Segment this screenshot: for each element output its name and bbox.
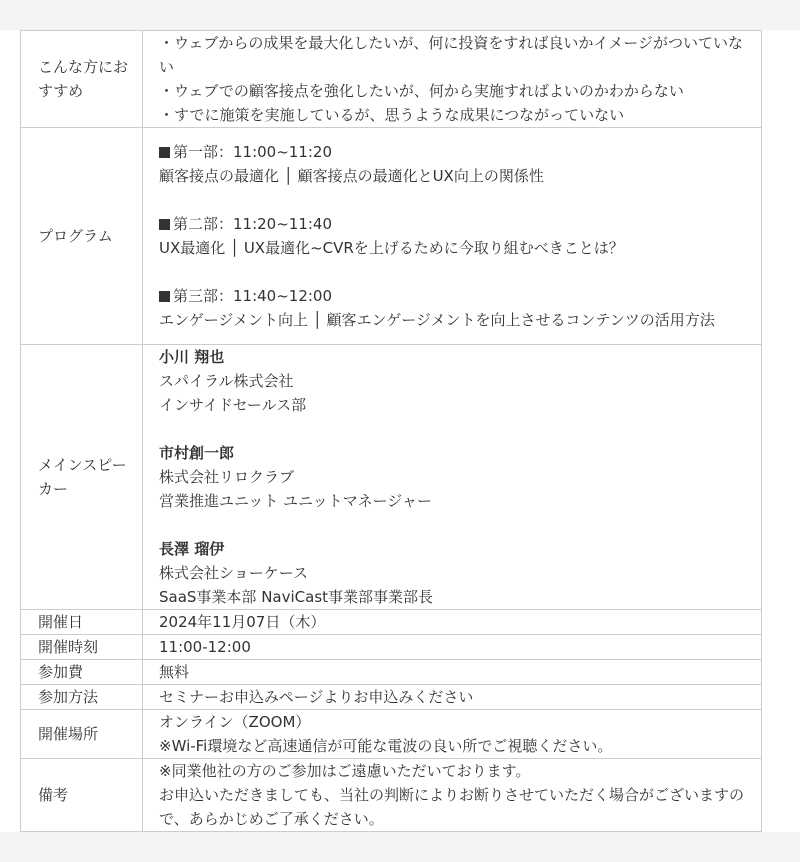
label-speakers: メインスピーカー [21,345,143,610]
value-speakers [143,345,762,610]
speaker-company: 株式会社ショーケース [159,564,308,582]
speaker-title: SaaS事業本部 NaviCast事業部事業部長 [159,588,434,606]
speaker-company: 株式会社リロクラブ [159,468,295,486]
row-fee [21,660,762,685]
speaker-title: インサイドセールス部 [159,396,307,414]
notes-line: ※同業他社の方のご参加はご遠慮いただいております。 [159,762,531,780]
content-panel [0,30,800,832]
label-method: 参加方法 [21,685,143,710]
label-date: 開催日 [21,610,143,635]
speaker-title: 営業推進ユニット ユニットマネージャー [159,492,432,510]
session-heading: 第一部：11:00~11:20 [159,140,745,164]
value-fee: 無料 [143,660,762,685]
speaker-name: 長澤 瑠伊 [159,540,225,558]
square-bullet-icon [159,291,170,302]
value-target [143,31,762,128]
row-speakers [21,345,762,610]
label-venue: 開催場所 [21,710,143,759]
target-item: ・ウェブでの顧客接点を強化したいが、何から実施すればよいのかわからない [159,82,684,100]
seminar-info-table [20,30,762,832]
session-detail: UX最適化 │ UX最適化~CVRを上げるために今取り組むべきことは？ [159,239,624,257]
row-notes [21,759,762,832]
row-time [21,635,762,660]
value-notes [143,759,762,832]
row-target [21,31,762,128]
target-item: ・すでに施策を実施しているが、思うような成果につながっていない [159,106,625,124]
speaker-name: 小川 翔也 [159,348,225,366]
value-venue [143,710,762,759]
row-program [21,128,762,345]
label-fee: 参加費 [21,660,143,685]
session-detail: 顧客接点の最適化 │ 顧客接点の最適化とUX向上の関係性 [159,167,544,185]
notes-line: お申込いただきましても、当社の判断によりお断りさせていただく場合がございますので、あらかじめご了承ください。 [159,786,745,828]
row-date [21,610,762,635]
session-heading: 第二部：11:20~11:40 [159,212,745,236]
value-date: 2024年11月07日（木） [143,610,762,635]
value-method: セミナーお申込みページよりお申込みください [143,685,762,710]
row-method [21,685,762,710]
row-venue [21,710,762,759]
label-notes: 備考 [21,759,143,832]
speaker-company: スパイラル株式会社 [159,372,294,390]
label-time: 開催時刻 [21,635,143,660]
speaker-name: 市村創一郎 [159,444,235,462]
target-item: ・ウェブからの成果を最大化したいが、何に投資をすれば良いかイメージがついていない [159,34,743,76]
venue-line: ※Wi-Fi環境など高速通信が可能な電波の良い所でご視聴ください。 [159,737,613,755]
label-target: こんな方におすすめ [21,31,143,128]
venue-line: オンライン（ZOOM） [159,713,311,731]
session-heading: 第三部：11:40~12:00 [159,284,745,308]
label-program: プログラム [21,128,143,345]
value-program [143,128,762,345]
square-bullet-icon [159,147,170,158]
value-time: 11:00-12:00 [143,635,762,660]
square-bullet-icon [159,219,170,230]
session-detail: エンゲージメント向上 │ 顧客エンゲージメントを向上させるコンテンツの活用方法 [159,311,715,329]
